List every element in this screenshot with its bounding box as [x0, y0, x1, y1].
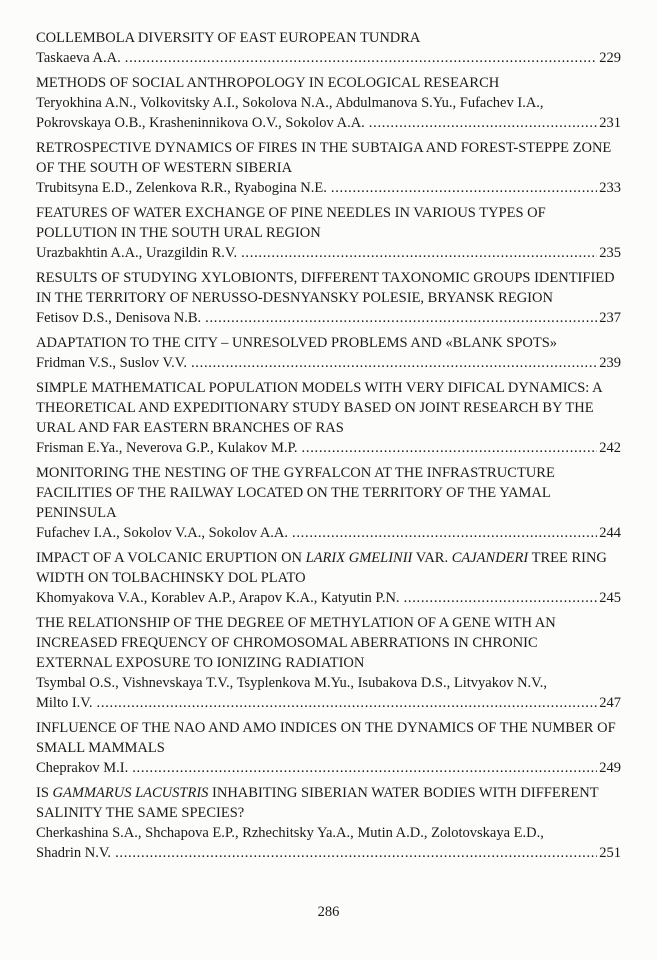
- toc-entry: [36, 463, 621, 543]
- entry-title-line: FACILITIES OF THE RAILWAY LOCATED ON THE TERRITORY OF THE YAMAL: [36, 485, 551, 501]
- entry-author-row: [36, 178, 621, 198]
- entry-title-line: WIDTH ON TOLBACHINSKY DOL PLATO: [36, 570, 306, 586]
- taxon-name-italic: GAMMARUS LACUSTRIS: [52, 785, 209, 801]
- entry-page-number: 242: [599, 440, 621, 456]
- taxon-name-italic: CAJANDERI: [451, 550, 529, 566]
- entry-authors: Cheprakov M.I.: [36, 760, 129, 776]
- entry-authors: Fridman V.S., Suslov V.V.: [36, 355, 187, 371]
- entry-author-row: [36, 48, 621, 68]
- dot-leader: [302, 438, 598, 458]
- entry-author-row: [36, 523, 621, 543]
- entry-authors: Milto I.V.: [36, 695, 93, 711]
- dot-leader: [97, 693, 598, 713]
- entry-title-line: [36, 548, 621, 568]
- entry-title-line: INFLUENCE OF THE NAO AND AMO INDICES ON THE DYNAMICS OF THE NUMBER OF: [36, 720, 616, 736]
- dot-leader: [331, 178, 597, 198]
- entry-authors-line: Tsymbal O.S., Vishnevskaya T.V., Tsyplenkova M.Yu., Isubakova D.S., Litvyakov N.V.,: [36, 675, 548, 691]
- entry-authors: Urazbakhtin A.A., Urazgildin R.V.: [36, 245, 238, 261]
- entry-page-number: 235: [599, 245, 621, 261]
- entry-author-row: [36, 353, 621, 373]
- toc-entry: [36, 138, 621, 198]
- entry-title-line: RESULTS OF STUDYING XYLOBIONTS, DIFFERENT TAXONOMIC GROUPS IDENTIFIED: [36, 270, 615, 286]
- entry-page-number: 229: [599, 50, 621, 66]
- entry-title-line: FEATURES OF WATER EXCHANGE OF PINE NEEDLES IN VARIOUS TYPES OF: [36, 205, 546, 221]
- table-of-contents: [36, 28, 621, 868]
- entry-page-number: 237: [599, 310, 621, 326]
- entry-page-number: 251: [599, 845, 621, 861]
- entry-title-line: POLLUTION IN THE SOUTH URAL REGION: [36, 225, 321, 241]
- dot-leader: [404, 588, 598, 608]
- entry-authors: Frisman E.Ya., Neverova G.P., Kulakov M.P.: [36, 440, 298, 456]
- entry-authors: Trubitsyna E.D., Zelenkova R.R., Ryabogina N.E.: [36, 180, 327, 196]
- entry-authors: Pokrovskaya O.B., Krasheninnikova O.V., Sokolov A.A.: [36, 115, 365, 131]
- entry-title-line: EXTERNAL EXPOSURE TO IONIZING RADIATION: [36, 655, 365, 671]
- entry-authors-line: Cherkashina S.A., Shchapova E.P., Rzhechitsky Ya.A., Mutin A.D., Zolotovskaya E.D.,: [36, 825, 544, 841]
- entry-author-row: [36, 243, 621, 263]
- entry-title-line: PENINSULA: [36, 505, 117, 521]
- toc-entry: [36, 548, 621, 608]
- title-text: TREE RING: [528, 550, 607, 566]
- entry-author-row: [36, 438, 621, 458]
- entry-title-line: URAL AND FAR EASTERN BRANCHES OF RAS: [36, 420, 344, 436]
- title-text: VAR.: [412, 550, 452, 566]
- entry-title-line: MONITORING THE NESTING OF THE GYRFALCON AT THE INFRASTRUCTURE: [36, 465, 555, 481]
- entry-title-line: METHODS OF SOCIAL ANTHROPOLOGY IN ECOLOGICAL RESEARCH: [36, 75, 500, 91]
- entry-title-line: ADAPTATION TO THE CITY – UNRESOLVED PROBLEMS AND «BLANK SPOTS»: [36, 335, 558, 351]
- entry-author-row: [36, 758, 621, 778]
- entry-authors: Fufachev I.A., Sokolov V.A., Sokolov A.A.: [36, 525, 289, 541]
- title-text: IMPACT OF A VOLCANIC ERUPTION ON: [36, 550, 306, 566]
- toc-entry: [36, 718, 621, 778]
- page-number-footer: 286: [317, 904, 340, 920]
- entry-author-row: [36, 693, 621, 713]
- entry-title-line: [36, 783, 621, 803]
- entry-authors: Fetisov D.S., Denisova N.B.: [36, 310, 202, 326]
- entry-title-line: COLLEMBOLA DIVERSITY OF EAST EUROPEAN TUNDRA: [36, 30, 421, 46]
- dot-leader: [132, 758, 597, 778]
- title-text: INHABITING SIBERIAN WATER BODIES WITH DIFFERENT: [208, 785, 599, 801]
- dot-leader: [115, 843, 597, 863]
- entry-authors: Khomyakova V.A., Korablev A.P., Arapov K.A., Katyutin P.N.: [36, 590, 400, 606]
- toc-entry: [36, 28, 621, 68]
- dot-leader: [125, 48, 598, 68]
- toc-entry: [36, 203, 621, 263]
- entry-title-line: SIMPLE MATHEMATICAL POPULATION MODELS WITH VERY DIFICAL DYNAMICS: A: [36, 380, 603, 396]
- entry-page-number: 244: [599, 525, 621, 541]
- taxon-name-italic: LARIX GMELINII: [305, 550, 413, 566]
- toc-entry: [36, 333, 621, 373]
- entry-title-line: INCREASED FREQUENCY OF CHROMOSOMAL ABERRATIONS IN CHRONIC: [36, 635, 538, 651]
- entry-title-line: RETROSPECTIVE DYNAMICS OF FIRES IN THE SUBTAIGA AND FOREST-STEPPE ZONE: [36, 140, 612, 156]
- entry-author-row: [36, 588, 621, 608]
- entry-title-line: SALINITY THE SAME SPECIES?: [36, 805, 245, 821]
- toc-entry: [36, 378, 621, 458]
- entry-page-number: 247: [599, 695, 621, 711]
- toc-entry: [36, 268, 621, 328]
- entry-title-line: THE RELATIONSHIP OF THE DEGREE OF METHYLATION OF A GENE WITH AN: [36, 615, 556, 631]
- entry-title-line: THEORETICAL AND EXPEDITIONARY STUDY BASED ON JOINT RESEARCH BY THE: [36, 400, 594, 416]
- toc-entry: [36, 783, 621, 863]
- entry-title-line: IN THE TERRITORY OF NERUSSO-DESNYANSKY POLESIE, BRYANSK REGION: [36, 290, 553, 306]
- entry-page-number: 249: [599, 760, 621, 776]
- entry-author-row: [36, 843, 621, 863]
- entry-page-number: 239: [599, 355, 621, 371]
- dot-leader: [369, 113, 597, 133]
- entry-authors-line: Teryokhina A.N., Volkovitsky A.I., Sokolova N.A., Abdulmanova S.Yu., Fufachev I.A.,: [36, 95, 544, 111]
- entry-page-number: 245: [599, 590, 621, 606]
- dot-leader: [205, 308, 597, 328]
- entry-page-number: 231: [599, 115, 621, 131]
- dot-leader: [191, 353, 597, 373]
- entry-title-line: OF THE SOUTH OF WESTERN SIBERIA: [36, 160, 293, 176]
- entry-authors: Shadrin N.V.: [36, 845, 112, 861]
- entry-author-row: [36, 308, 621, 328]
- entry-title-line: SMALL MAMMALS: [36, 740, 165, 756]
- entry-author-row: [36, 113, 621, 133]
- toc-entry: [36, 73, 621, 133]
- dot-leader: [241, 243, 597, 263]
- toc-entry: [36, 613, 621, 713]
- title-text: IS: [36, 785, 53, 801]
- entry-page-number: 233: [599, 180, 621, 196]
- entry-authors: Taskaeva A.A.: [36, 50, 121, 66]
- dot-leader: [292, 523, 597, 543]
